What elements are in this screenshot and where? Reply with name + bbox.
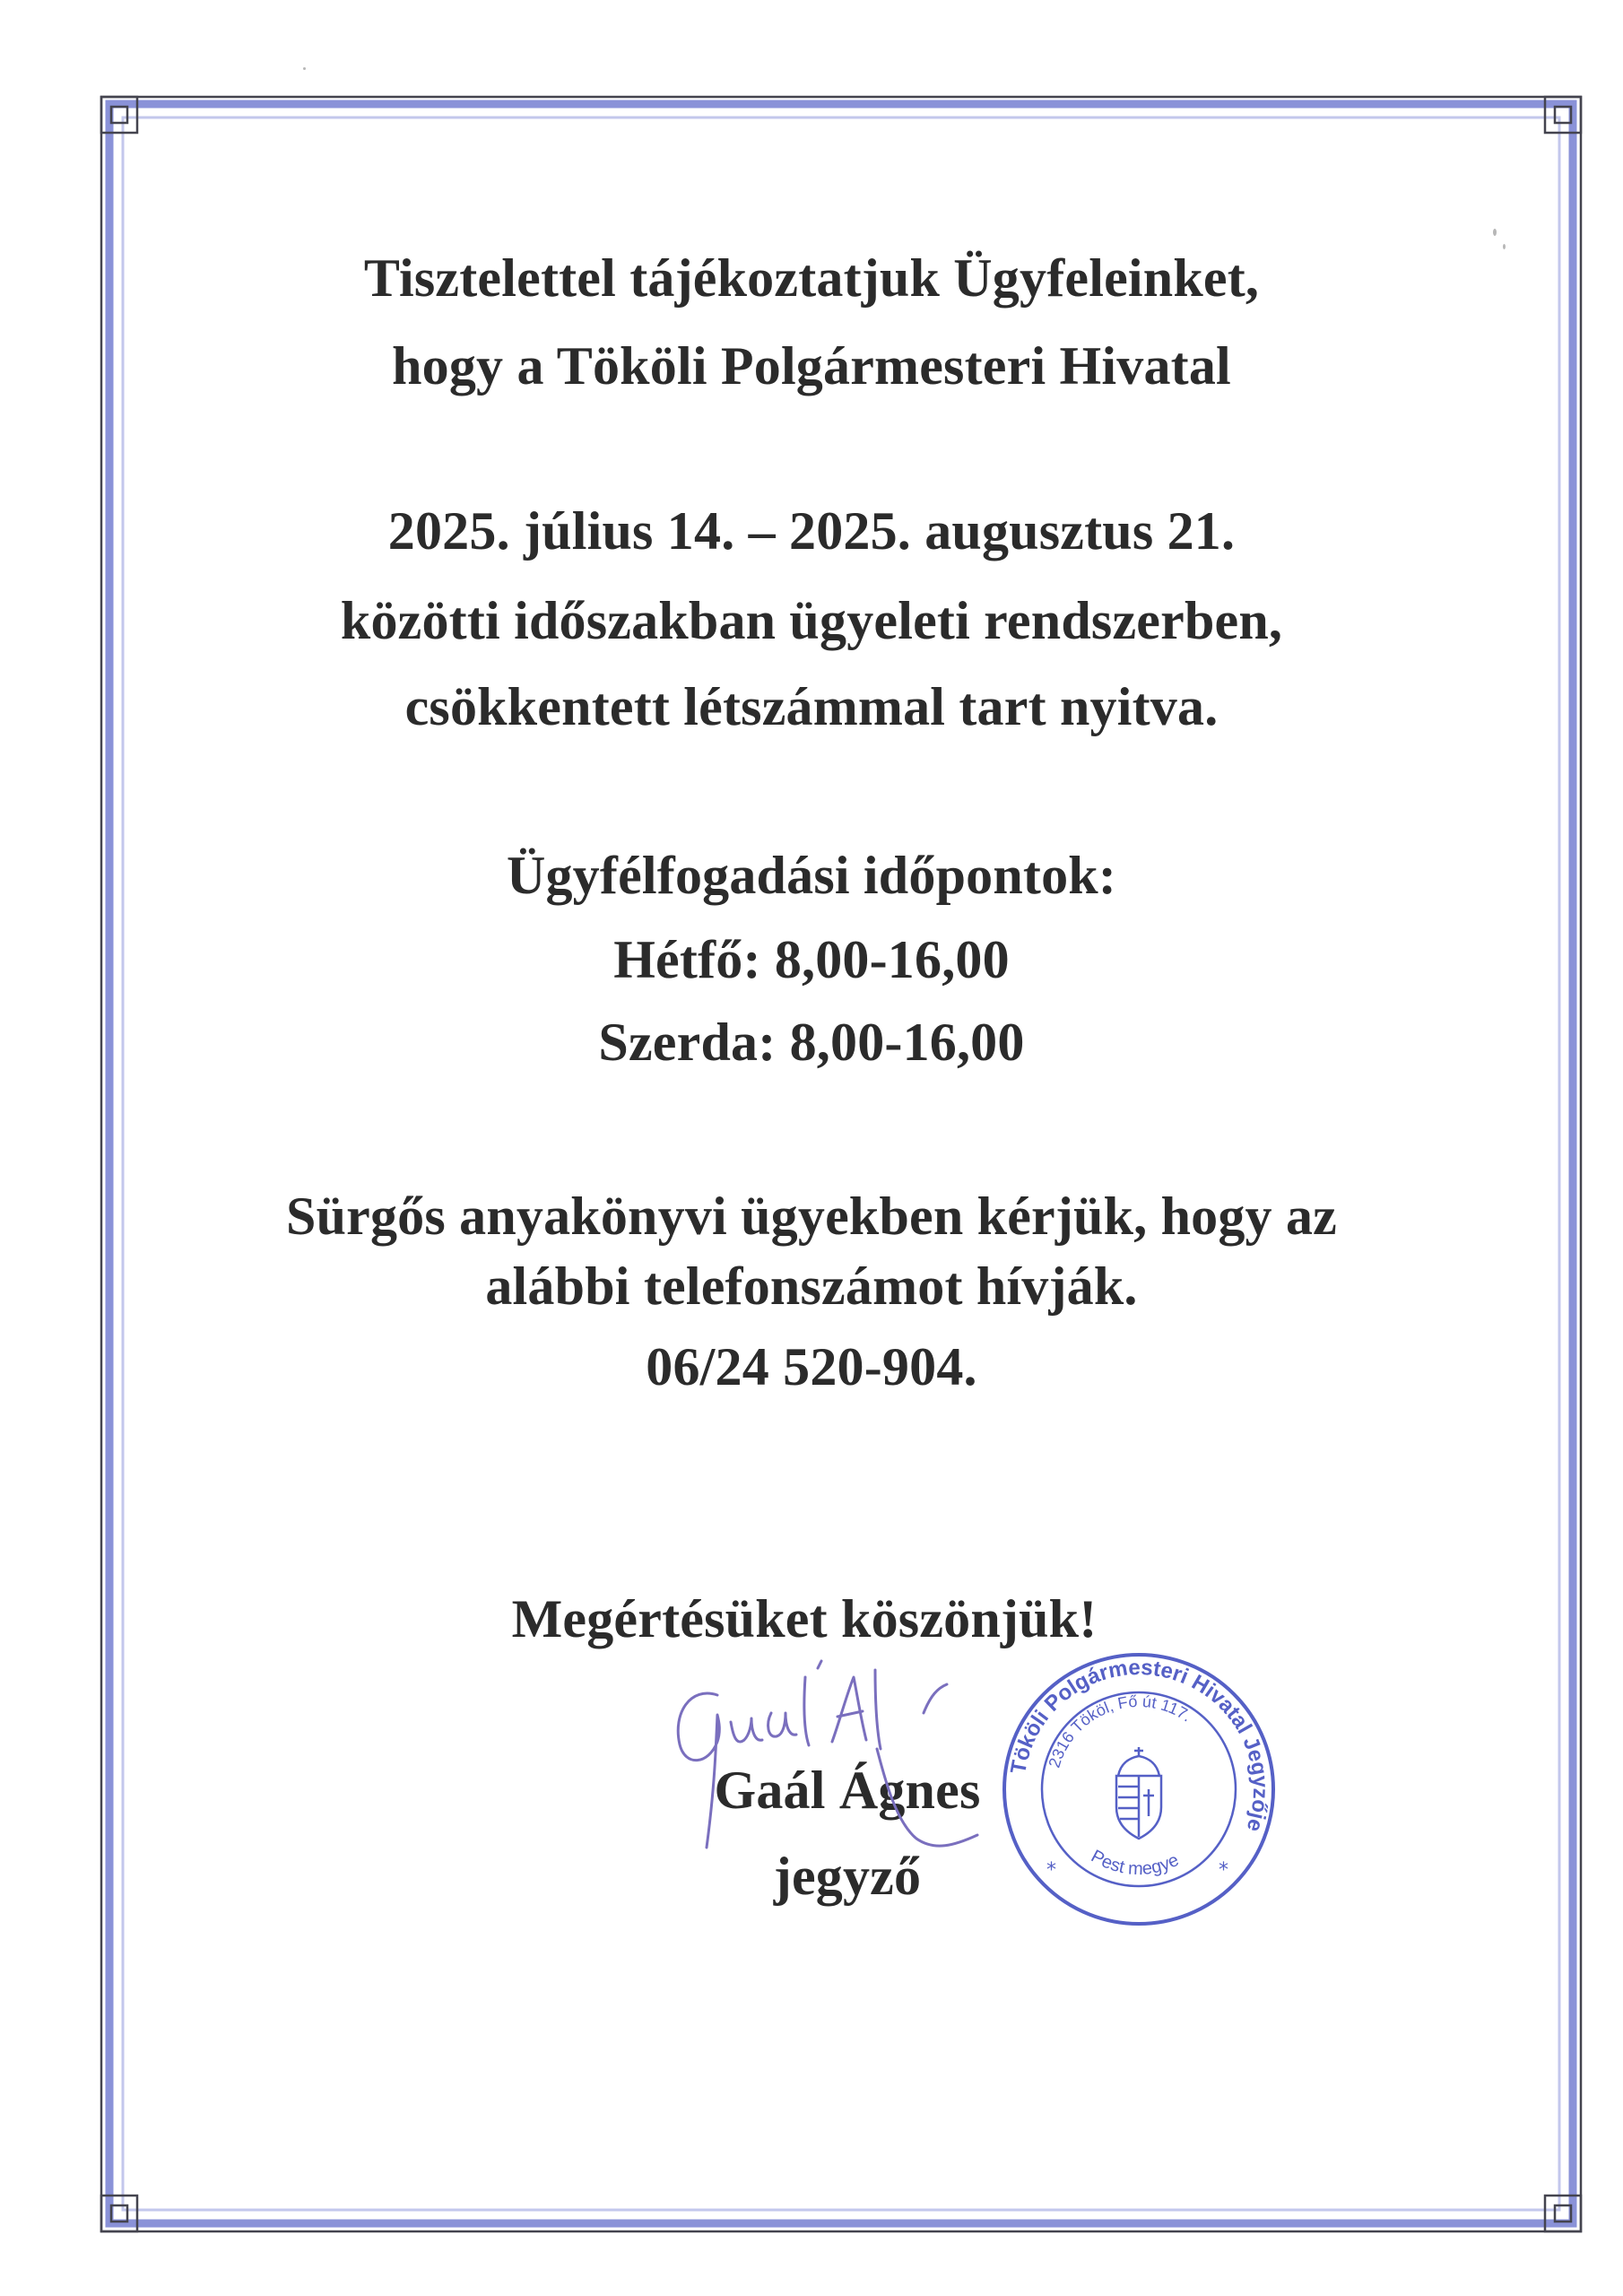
seal-star-right: * [1219,1859,1228,1882]
period-dates: 2025. július 14. – 2025. augusztus 21. [387,501,1236,561]
period-line-3: csökkentett létszámmal tart nyitva. [404,677,1219,736]
hours-monday: Hétfő: 8,00-16,00 [613,930,1010,989]
seal-ring-text: Tököli Polgármesteri Hivatal Jegyzője [1006,1655,1273,1835]
hours-wednesday: Szerda: 8,00-16,00 [598,1013,1025,1072]
signer-title: jegyző [773,1847,922,1906]
scan-speck [1493,229,1497,236]
signer-name: Gaál Ágnes [714,1761,981,1820]
scan-speck [303,67,306,70]
hours-title: Ügyfélfogadási időpontok: [506,846,1117,905]
seal-county-text: Pest megye [1088,1846,1183,1880]
urgent-line-2: alábbi telefonszámot hívják. [485,1257,1138,1316]
seal-star-left: * [1046,1859,1056,1882]
scan-speck [1503,244,1506,249]
phone-number: 06/24 520-904. [646,1337,977,1396]
intro-line-2: hogy a Tököli Polgármesteri Hivatal [392,336,1231,396]
intro-line-1: Tisztelettel tájékoztatjuk Ügyfeleinket, [363,248,1260,308]
coat-of-arms-icon [1116,1747,1161,1839]
urgent-line-1: Sürgős anyakönyvi ügyekben kérjük, hogy az [286,1187,1337,1246]
seal-inner-text: 2316 Tököl, Fő út 117. [1045,1692,1195,1770]
thanks-line: Megértésüket köszönjük! [511,1589,1098,1648]
official-seal-stamp [991,1641,1287,1937]
handwritten-signature [655,1659,1013,1874]
period-line-2: közötti időszakban ügyeleti rendszerben, [340,591,1283,650]
